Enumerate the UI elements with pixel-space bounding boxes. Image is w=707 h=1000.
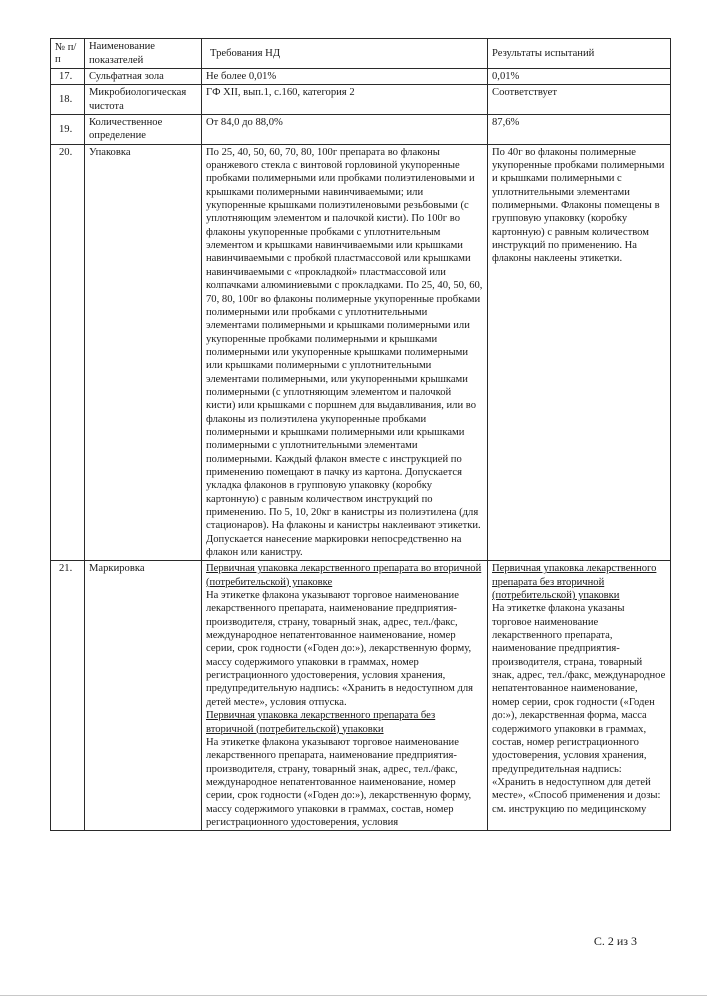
table-row (51, 85, 671, 115)
requirement-subheading: Первичная упаковка лекарственного препарата во вторичной (потребительской) упаковке (206, 563, 482, 588)
row-requirement (202, 561, 488, 831)
row-name: Упаковка (85, 144, 202, 561)
result-paragraph: На этикетке флакона указаны торговое наименование лекарственного препарата, наименование предприятия-производителя, страна, товарный знак, адрес, тел./факс, международное непатентованное наименование, номер серии, срок годности («Годен до:»), лекарственная форма, масса содержимого упаковки в граммах, состав, номер регистрационного удостоверения, условия хранения, предупредительная надпись: «Хранить в недоступном для детей месте», «Способ применения и дозы: см. инструкцию по медицинскому (492, 603, 666, 815)
requirement-paragraph: На этикетке флакона указывают торговое наименование лекарственного препарата, наименование предприятия-производителя, страну, товарный знак, адрес, тел./факс, международное непатентованное наименование, номер серии, срок годности («Годен до:»), лекарственную форму, массу содержимого упаковки в граммах, состав, номер регистрационного удостоверения, условия (206, 736, 472, 828)
row-result (488, 561, 671, 831)
row-result: 87,6% (488, 115, 671, 145)
row-name: Микробиологическая чистота (85, 85, 202, 115)
result-subheading: Первичная упаковка лекарственного препарата без вторичной (потребительской) упаковки (492, 563, 657, 602)
row-name: Маркировка (85, 561, 202, 831)
row-num: 21. (51, 561, 85, 831)
row-num: 17. (51, 69, 85, 85)
row-result: 0,01% (488, 69, 671, 85)
scan-edge-divider (0, 995, 707, 996)
row-name: Количественное определение (85, 115, 202, 145)
row-num: 20. (51, 144, 85, 561)
row-num: 19. (51, 115, 85, 145)
page-number: С. 2 из 3 (593, 934, 637, 948)
table-row (51, 561, 671, 831)
row-requirement: Не более 0,01% (202, 69, 488, 85)
header-num: № п/п (51, 39, 85, 69)
row-num: 18. (51, 85, 85, 115)
row-result: По 40г во флаконы полимерные укупоренные пробками полимерными и крышками полимерными с уплотнительными элементами полимерными. Флаконы помещены в групповую упаковку (коробку картонную) с равным количеством инструкций по применению. На флаконы наклеены этикетки. (488, 144, 671, 561)
header-name: Наименование показателей (85, 39, 202, 69)
table-header-row (51, 39, 671, 69)
table-row (51, 115, 671, 145)
row-requirement: ГФ XII, вып.1, с.160, категория 2 (202, 85, 488, 115)
requirement-subheading: Первичная упаковка лекарственного препарата без вторичной (потребительской) упаковки (206, 710, 436, 735)
row-requirement: По 25, 40, 50, 60, 70, 80, 100г препарата во флаконы оранжевого стекла с винтовой горловиной укупоренные пробками полимерными или пробками полиэтиленовыми и крышками полимерными навинчиваемыми; или укупоренные крышками полиэтиленовыми резьбовыми (с уплотняющим элементом и палочкой кисти). По 100г во флаконы укупоренные пробками с уплотнительным элементом и крышками навинчиваемыми или крышками навинчиваемыми с пробкой пластмассовой или крышками навинчиваемыми с «прокладкой» пластмассовой или колпачками алюминиевыми с прокладками. По 25, 40, 50, 60, 70, 80, 100г во флаконы полимерные укупоренные пробками полимерными или пробками с уплотнительными элементами полимерными и крышками полимерными или укупоренные пробками полимерными и крышками полимерными или укупоренные крышками полимерными или крышками полимерными с уплотнительными элементами полимерными, или укупоренными крышками полимерными (с уплотняющим элементом и палочкой кисти) или крышками с поршнем для выдавливания, или во флаконы из полиэтилена укупоренные пробками полимерными и крышками полимерными или крышками полимерными с уплотнительными элементами полимерными. Каждый флакон вместе с инструкцией по применению помещают в пачку из картона. Допускается укладка флаконов в групповую упаковку (коробку картонную) с равным количеством инструкций по применению. По 5, 10, 20кг в канистры из полиэтилена (для стационаров). На флаконы и канистры наклеивают этикетки. Допускается нанесение маркировки непосредственно на флакон или канистру. (202, 144, 488, 561)
row-result: Соответствует (488, 85, 671, 115)
row-requirement: От 84,0 до 88,0% (202, 115, 488, 145)
header-results: Результаты испытаний (488, 39, 671, 69)
test-results-table (50, 38, 671, 831)
table-row (51, 69, 671, 85)
row-name: Сульфатная зола (85, 69, 202, 85)
table-row (51, 144, 671, 561)
header-requirements: Требования НД (202, 39, 488, 69)
requirement-paragraph: На этикетке флакона указывают торговое наименование лекарственного препарата, наименование предприятия-производителя, страну, товарный знак, адрес, тел./факс, международное непатентованное наименование, номер серии, срок годности («Годен до:»), лекарственную форму, массу содержимого упаковки в граммах, номер регистрационного удостоверения, условия хранения, предупредительную надпись: «Хранить в недоступном для детей месте», условия отпуска. (206, 590, 474, 708)
